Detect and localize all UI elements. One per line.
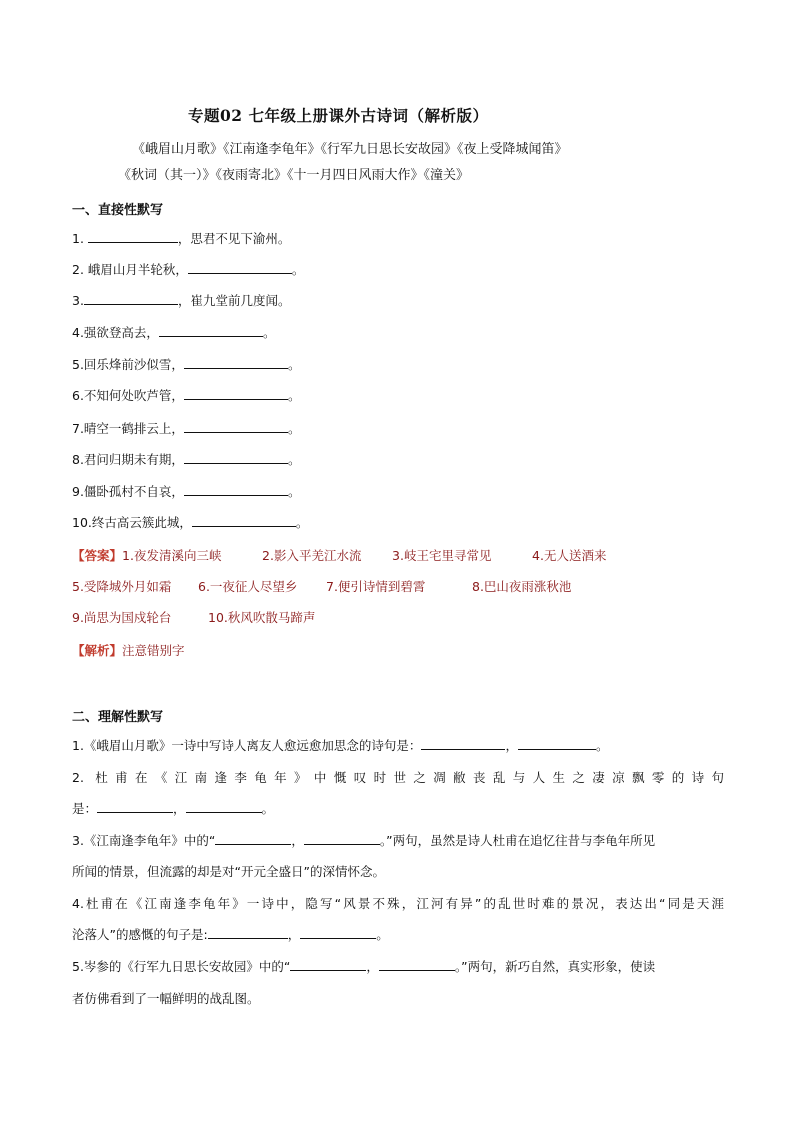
answer-blank xyxy=(208,926,288,939)
answer-item: 10.秋风吹散马蹄声 xyxy=(208,610,316,625)
answer-blank xyxy=(184,356,288,369)
question-4-post: 。 xyxy=(262,325,276,340)
answer-blank xyxy=(88,230,178,243)
answer-blank xyxy=(421,737,505,750)
question-4 xyxy=(72,324,275,342)
question-text: 5.岑参的《行军九日思长安故园》中的“ xyxy=(72,959,291,974)
analysis-text: 注意错别字 xyxy=(122,643,185,658)
subtitle-line-1: 《峨眉山月歌》《江南逢李龟年》《行军九日思长安故园》《夜上受降城闻笛》 xyxy=(132,142,568,157)
question-text: 。 xyxy=(261,801,275,816)
question-3 xyxy=(72,292,290,310)
section-heading-direct: 一、直接性默写 xyxy=(72,203,164,218)
answer-blank xyxy=(184,451,288,464)
answer-line-1 xyxy=(72,547,606,565)
question-6-pre: 6.不知何处吹芦管， xyxy=(72,388,184,403)
question-10-pre: 10.终古高云簇此城， xyxy=(72,515,192,530)
understanding-question-1 xyxy=(72,737,608,755)
answer-blank xyxy=(184,420,288,433)
answer-blank xyxy=(290,958,366,971)
question-9-pre: 9.僵卧孤村不自哀， xyxy=(72,484,184,499)
question-text: ， xyxy=(291,833,304,848)
question-text: 沦落人”的感慨的句子是: xyxy=(72,927,208,942)
page-title: 专题02 七年级上册课外古诗词（解析版） xyxy=(188,106,489,125)
answer-item: 4.无人送酒来 xyxy=(532,548,607,563)
question-8-pre: 8.君问归期未有期， xyxy=(72,452,184,467)
question-1-pre: 1. xyxy=(72,231,88,246)
answer-blank xyxy=(304,832,380,845)
subtitle-line-2: 《秋词（其一）》《夜雨寄北》《十一月四日风雨大作》《潼关》 xyxy=(118,168,470,183)
understanding-question-3-line-1 xyxy=(72,832,655,850)
question-text: ， xyxy=(173,801,186,816)
question-text: 。”两句，虽然是诗人杜甫在追忆往昔与李龟年所见 xyxy=(379,833,656,848)
answer-blank xyxy=(300,926,376,939)
answer-blank xyxy=(215,832,291,845)
section-heading-understanding: 二、理解性默写 xyxy=(72,710,164,725)
answer-line-3 xyxy=(72,609,315,627)
understanding-question-2-line-1: 2. 杜甫在《江南逢李龟年》中慨叹时世之凋敝丧乱与人生之凄凉飘零的诗句 xyxy=(72,770,724,785)
answer-item: 6.一夜征人尽望乡 xyxy=(198,579,298,594)
answer-item: 7.便引诗情到碧霄 xyxy=(326,579,426,594)
answer-blank xyxy=(159,324,263,337)
question-10 xyxy=(72,514,308,532)
question-4-pre: 4.强欲登高去， xyxy=(72,325,159,340)
answer-item: 8.巴山夜雨涨秋池 xyxy=(472,579,572,594)
answer-item: 2.影入平羌江水流 xyxy=(262,548,362,563)
answer-item: 9.尚思为国戍轮台 xyxy=(72,610,172,625)
understanding-question-4-line-1: 4.杜甫在《江南逢李龟年》一诗中，隐写“风景不殊，江河有异”的乱世时难的景况，表达出“同是天涯 xyxy=(72,896,724,911)
question-text: 1.《峨眉山月歌》一诗中写诗人离友人愈远愈加思念的诗句是： xyxy=(72,738,422,753)
question-1-post: ，思君不见下渝州。 xyxy=(177,231,291,246)
question-text: 。 xyxy=(376,927,389,942)
question-1 xyxy=(72,230,290,248)
question-2-post: 。 xyxy=(291,262,305,277)
question-9-post: 。 xyxy=(287,484,301,499)
answer-blank xyxy=(97,800,173,813)
answer-blank xyxy=(186,800,262,813)
answer-blank xyxy=(518,737,596,750)
answer-blank xyxy=(188,261,292,274)
question-text: ， xyxy=(287,927,301,942)
answer-blank xyxy=(184,483,288,496)
question-text: ， xyxy=(505,738,518,753)
answer-item: 1.夜发清溪向三峡 xyxy=(122,548,222,563)
answer-line-2 xyxy=(72,578,571,596)
understanding-question-5-line-1 xyxy=(72,958,655,976)
question-text: 。 xyxy=(595,738,609,753)
answer-blank xyxy=(379,958,455,971)
answer-tag: 【答案】 xyxy=(72,548,123,563)
question-7-post: 。 xyxy=(287,421,301,436)
understanding-question-2-line-2 xyxy=(72,800,274,818)
question-2-pre: 2. 峨眉山月半轮秋， xyxy=(72,262,188,277)
question-text: ， xyxy=(366,959,379,974)
question-7-pre: 7.晴空一鹤排云上， xyxy=(72,421,184,436)
question-text: 。”两句，新巧自然，真实形象，使读 xyxy=(454,959,656,974)
question-6 xyxy=(72,387,300,405)
question-10-post: 。 xyxy=(295,515,309,530)
answer-blank xyxy=(184,387,288,400)
question-5-pre: 5.回乐烽前沙似雪， xyxy=(72,357,184,372)
question-3-pre: 3. xyxy=(72,293,84,308)
understanding-question-4-line-2 xyxy=(72,926,389,944)
question-6-post: 。 xyxy=(287,388,301,403)
understanding-question-5-line-2: 者仿佛看到了一幅鲜明的战乱图。 xyxy=(72,991,260,1006)
understanding-question-3-line-2: 所闻的情景，但流露的却是对“开元全盛日”的深情怀念。 xyxy=(72,864,385,879)
question-7 xyxy=(72,420,300,438)
question-2 xyxy=(72,261,304,279)
answer-item: 3.岐王宅里寻常见 xyxy=(392,548,492,563)
analysis-tag: 【解析】 xyxy=(72,643,123,658)
analysis-line xyxy=(72,642,185,660)
question-8 xyxy=(72,451,300,469)
question-3-post: ，崔九堂前几度闻。 xyxy=(177,293,291,308)
question-5 xyxy=(72,356,300,374)
question-9 xyxy=(72,483,300,501)
question-8-post: 。 xyxy=(287,452,301,467)
answer-item: 5.受降城外月如霜 xyxy=(72,579,172,594)
answer-blank xyxy=(192,514,296,527)
question-5-post: 。 xyxy=(287,357,301,372)
question-text: 3.《江南逢李龟年》中的“ xyxy=(72,833,216,848)
answer-blank xyxy=(84,292,178,305)
question-text: 是： xyxy=(72,801,98,816)
